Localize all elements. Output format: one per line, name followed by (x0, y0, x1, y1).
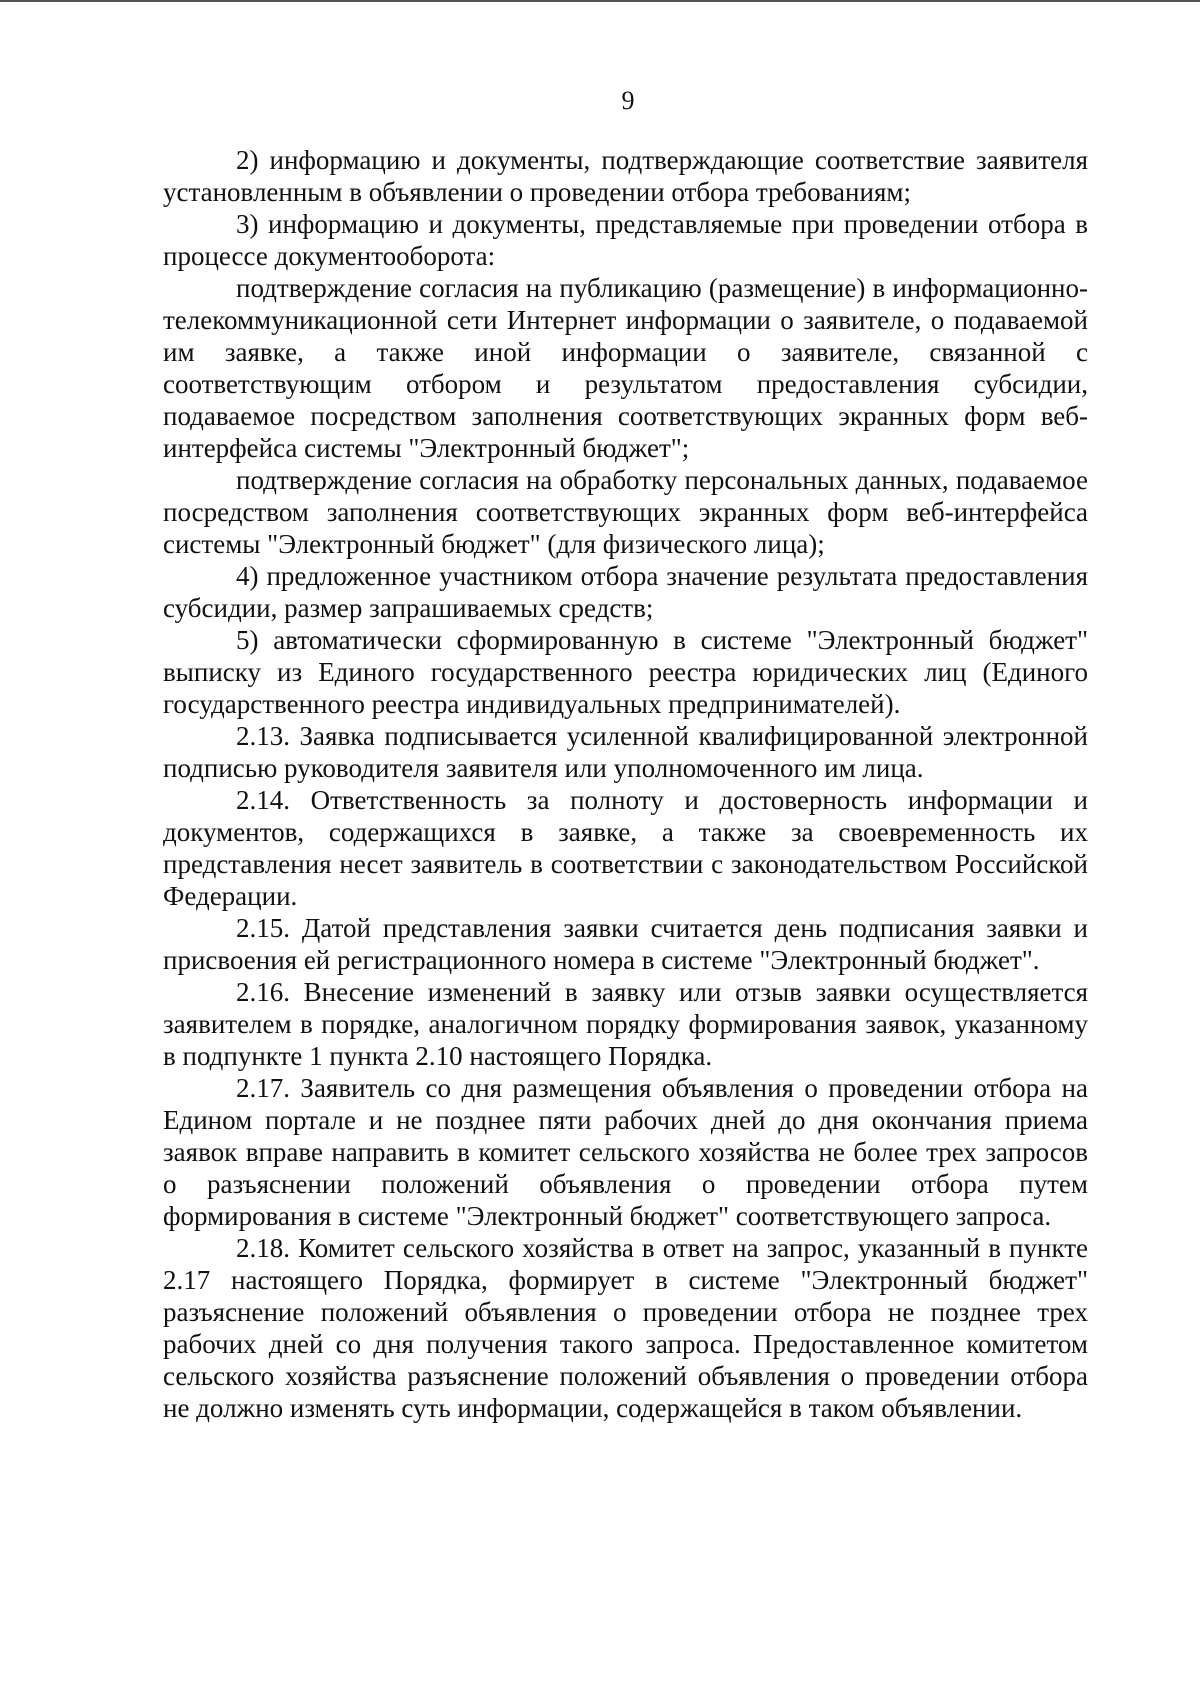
paragraph-2-17: 2.17. Заявитель со дня размещения объявления о проведении отбора на Едином портале и не позднее пяти рабочих дней до дня окончания приема заявок вправе направить в комитет сельского хозяйства не более трех запросов о разъяснении положений объявления о проведении отбора путем формирования в системе "Электронный бюджет" соответствующего запроса. (163, 1073, 1088, 1231)
paragraph-consent-publication: подтверждение согласия на публикацию (размещение) в информационно-телекоммуникационной сети Интернет информации о заявителе, о подаваемой им заявке, а также иной информации о заявителе, связанной с соответствующим отбором и результатом предоставления субсидии, подаваемое посредством заполнения соответствующих экранных форм веб-интерфейса системы "Электронный бюджет"; (163, 273, 1088, 463)
paragraph-item-3: 3) информацию и документы, представляемые при проведении отбора в процессе документооборота: (163, 209, 1088, 271)
paragraph-item-4: 4) предложенное участником отбора значение результата предоставления субсидии, размер запрашиваемых средств; (163, 561, 1088, 623)
paragraph-2-18: 2.18. Комитет сельского хозяйства в ответ на запрос, указанный в пункте 2.17 настоящего Порядка, формирует в системе "Электронный бюджет" разъяснение положений объявления о проведении отбора не позднее трех рабочих дней со дня получения такого запроса. Предоставленное комитетом сельского хозяйства разъяснение положений объявления о проведении отбора не должно изменять суть информации, содержащейся в таком объявлении. (163, 1233, 1088, 1423)
paragraph-consent-personal-data: подтверждение согласия на обработку персональных данных, подаваемое посредством заполнения соответствующих экранных форм веб-интерфейса системы "Электронный бюджет" (для физического лица); (163, 465, 1088, 559)
paragraph-item-2: 2) информацию и документы, подтверждающие соответствие заявителя установленным в объявлении о проведении отбора требованиям; (163, 145, 1088, 207)
paragraph-2-15: 2.15. Датой представления заявки считается день подписания заявки и присвоения ей регистрационного номера в системе "Электронный бюджет". (163, 913, 1088, 975)
paragraph-2-13: 2.13. Заявка подписывается усиленной квалифицированной электронной подписью руководителя заявителя или уполномоченного им лица. (163, 721, 1088, 783)
paragraph-item-5: 5) автоматически сформированную в системе "Электронный бюджет" выписку из Единого государственного реестра юридических лиц (Единого государственного реестра индивидуальных предпринимателей). (163, 625, 1088, 719)
paragraph-2-16: 2.16. Внесение изменений в заявку или отзыв заявки осуществляется заявителем в порядке, аналогичном порядку формирования заявок, указанному в подпункте 1 пункта 2.10 настоящего Порядка. (163, 977, 1088, 1071)
page-number: 9 (621, 86, 635, 115)
scan-top-edge (0, 0, 1200, 2)
paragraph-2-14: 2.14. Ответственность за полноту и достоверность информации и документов, содержащихся в заявке, а также за своевременность их представления несет заявитель в соответствии с законодательством Российской Федерации. (163, 785, 1088, 911)
document-body (163, 144, 1088, 1424)
